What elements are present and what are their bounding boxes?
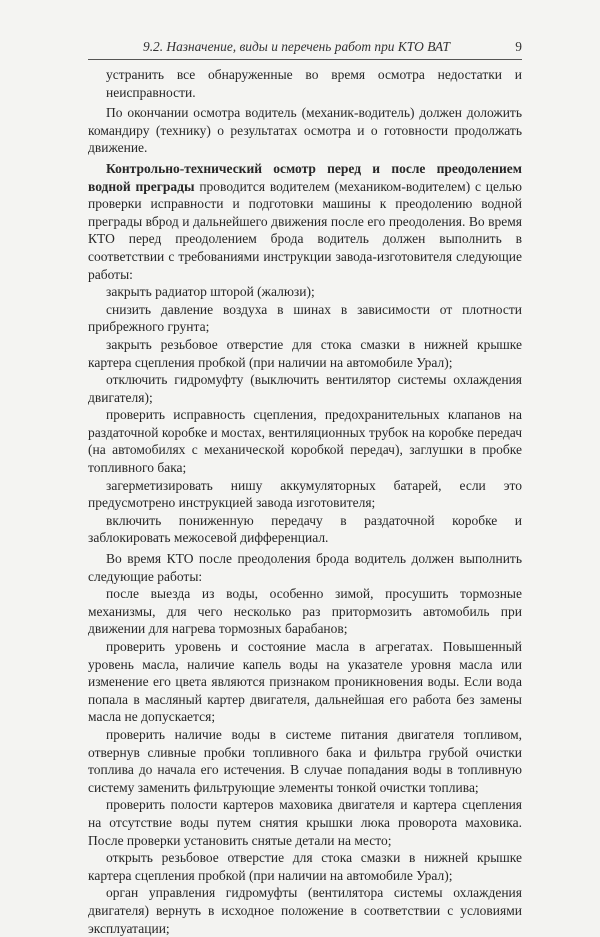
list-item: открыть резьбовое отверстие для стока смазки в нижней крышке картера сцепления пробкой (при наличии на автомобиле Урал); [88, 850, 522, 883]
running-header [88, 39, 522, 57]
list-item: проверить полости картеров маховика двигателя и картера сцепления на отсутствие воды путем снятия крышки люка проворота маховика. После проверки установить снятые детали на место; [88, 797, 522, 848]
list-item: орган управления гидромуфты (вентилятора системы охлаждения двигателя) вернуть в исходное положение в соответствии с условиями эксплуатации; [88, 885, 522, 936]
list-item: проверить исправность сцепления, предохранительных клапанов на раздаточной коробке и мостах, вентиляционных трубок на коробке передач (на автомобилях с механической коробкой передач), заглушки в пробке топливного бака; [88, 407, 522, 476]
page-number: 9 [515, 39, 522, 54]
list-item: после выезда из воды, особенно зимой, просушить тормозные механизмы, для чего несколько раз притормозить автомобиль при движении для нагрева тормозных барабанов; [88, 586, 522, 637]
paragraph: По окончании осмотра водитель (механик-водитель) должен доложить командиру (технику) о результатах осмотра и о готовности продолжать движение. [88, 105, 522, 156]
list-item: включить пониженную передачу в раздаточной коробке и заблокировать межосевой дифференциал. [88, 512, 522, 546]
list-item: загерметизировать нишу аккумуляторных батарей, если это предусмотрено инструкцией завода изготовителя; [88, 477, 522, 511]
list-item: проверить наличие воды в системе питания двигателя топливом, отвернув сливные пробки топливного бака и фильтра грубой очистки топлива до начала его истечения. В случае попадания воды в топливную систему заменить фильтрующие элементы тонкой очистки топлива; [88, 726, 522, 795]
chapter-title: 9.2. Назначение, виды и перечень работ при КТО ВАТ [143, 39, 450, 54]
header-rule [88, 59, 522, 60]
list-item: отключить гидромуфту (выключить вентилятор системы охлаждения двигателя); [88, 372, 522, 405]
list-item: снизить давление воздуха в шинах в зависимости от плотности прибрежного грунта; [88, 301, 522, 335]
paragraph-continuation: устранить все обнаруженные во время осмотра недостатки и неисправности. [106, 67, 522, 100]
paragraph-kto-intro [88, 160, 522, 283]
list-item: проверить уровень и состояние масла в агрегатах. Повышенный уровень масла, наличие капель воды на указателе уровня масла или изменение его цвета являются признаком проникновения воды. Если вода попала в масляный картер двигателя, дальнейшая его работа без замены масла не допускается; [88, 639, 522, 725]
paragraph-text: проводится водителем (механиком-водителем) с целью проверки исправности и подготовки машины к преодолению водной преграды вброд и дальнейшего движения после его преодоления. Во время КТО перед преодолением брода водитель должен выполнить в соответствии с требованиями инструкции завода-изготовителя следующие работы: [88, 178, 522, 282]
paragraph: Во время КТО после преодоления брода водитель должен выполнить следующие работы: [88, 551, 522, 584]
list-item: закрыть радиатор шторой (жалюзи); [106, 284, 315, 300]
bold-term: Контрольно-технический осмотр перед и после преодолением водной преграды [88, 160, 522, 194]
body-text [88, 66, 522, 937]
list-item: закрыть резьбовое отверстие для стока смазки в нижней крышке картера сцепления пробкой (при наличии на автомобиле Урал); [88, 336, 522, 370]
